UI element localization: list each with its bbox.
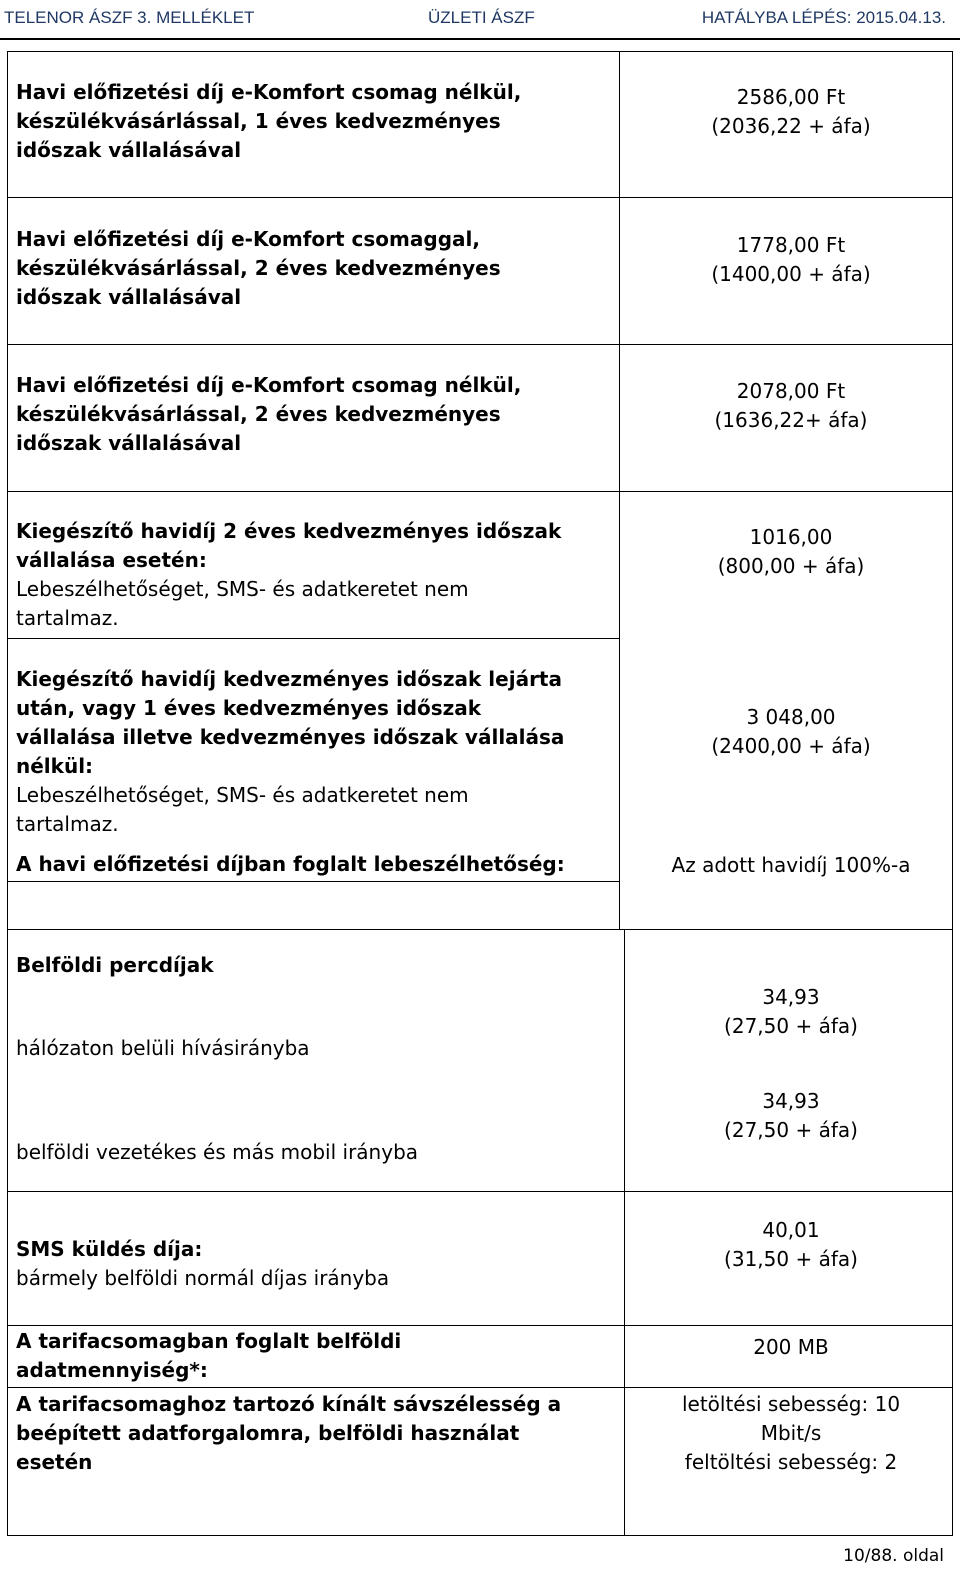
row-divider xyxy=(7,1387,953,1388)
row-label: SMS küldés díja: bármely belföldi normál díjas irányba xyxy=(16,1237,390,1290)
row-divider xyxy=(7,881,619,882)
row-value: 2586,00 Ft (2036,22 + áfa) xyxy=(711,85,871,138)
table-border-right xyxy=(952,51,953,1536)
row-label: Havi előfizetési díj e-Komfort csomag nélkül, készülékvásárlással, 1 éves kedvezményes időszak vállalásával xyxy=(16,80,522,162)
row-value: 1778,00 Ft (1400,00 + áfa) xyxy=(711,233,871,286)
row-value: Az adott havidíj 100%-a xyxy=(671,853,911,877)
row-divider xyxy=(7,638,619,639)
row-value: 1016,00 (800,00 + áfa) xyxy=(717,525,865,578)
row-label: hálózaton belüli hívásirányba xyxy=(16,1036,310,1060)
row-label: A tarifacsomagban foglalt belföldi adatmennyiség*: xyxy=(16,1329,402,1382)
row-value: 3 048,00 (2400,00 + áfa) xyxy=(711,705,871,758)
header-left: TELENOR ÁSZF 3. MELLÉKLET xyxy=(4,8,255,27)
row-label: Havi előfizetési díj e-Komfort csomaggal, készülékvásárlással, 2 éves kedvezményes időszak vállalásával xyxy=(16,227,501,309)
row-label: Kiegészítő havidíj kedvezményes időszak lejárta után, vagy 1 éves kedvezményes időszak vállalása illetve kedvezményes időszak vállalása nélkül: Lebeszélhetőséget, SMS- és adatkeretet nem tartalmaz. xyxy=(16,667,565,836)
row-value: 40,01 (31,50 + áfa) xyxy=(724,1218,858,1271)
row-label: Kiegészítő havidíj 2 éves kedvezményes időszak vállalása esetén: Lebeszélhetőséget, SMS- és adatkeretet nem tartalmaz. xyxy=(16,519,562,630)
row-divider xyxy=(7,491,953,492)
column-divider xyxy=(619,51,620,929)
row-divider xyxy=(7,1191,953,1192)
section-heading: Belföldi percdíjak xyxy=(16,953,214,977)
row-divider xyxy=(7,197,953,198)
header-right: HATÁLYBA LÉPÉS: 2015.04.13. xyxy=(701,8,946,27)
table-border-bottom xyxy=(7,1535,953,1536)
row-label: A havi előfizetési díjban foglalt lebeszélhetőség: xyxy=(16,852,565,876)
row-divider xyxy=(7,344,953,345)
tariff-table xyxy=(7,51,953,1536)
row-divider xyxy=(7,1325,953,1326)
row-label: Havi előfizetési díj e-Komfort csomag nélkül, készülékvásárlással, 2 éves kedvezményes időszak vállalásával xyxy=(16,373,522,455)
row-value: letöltési sebesség: 10 Mbit/s feltöltési sebesség: 2 xyxy=(681,1392,901,1474)
page-number: 10/88. oldal xyxy=(843,1546,944,1566)
column-divider xyxy=(624,929,625,1536)
header-center: ÜZLETI ÁSZF xyxy=(428,8,535,27)
table-border-top xyxy=(7,51,953,52)
header-rule xyxy=(0,38,960,40)
row-value: 34,93 (27,50 + áfa) xyxy=(724,985,858,1038)
row-label: belföldi vezetékes és más mobil irányba xyxy=(16,1140,419,1164)
row-label: A tarifacsomaghoz tartozó kínált sávszélesség a beépített adatforgalomra, belföldi használat esetén xyxy=(16,1392,562,1474)
row-value: 200 MB xyxy=(753,1335,829,1359)
row-value: 34,93 (27,50 + áfa) xyxy=(724,1089,858,1142)
row-divider xyxy=(7,929,953,930)
table-border-left xyxy=(7,51,8,1536)
row-value: 2078,00 Ft (1636,22+ áfa) xyxy=(714,379,868,432)
